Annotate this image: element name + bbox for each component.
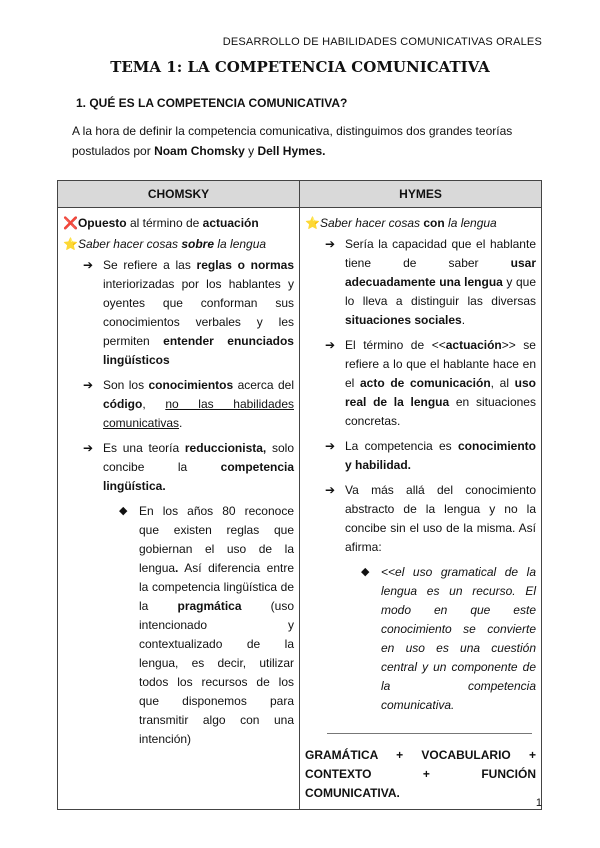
arrow-icon: ➔ — [325, 338, 336, 352]
text-run: sobre — [181, 237, 215, 251]
bullet-item — [63, 439, 294, 496]
text-run: código — [103, 397, 143, 411]
text-run: con — [423, 216, 445, 230]
text-run: Es una teoría — [103, 441, 185, 455]
text-run: actuación — [202, 216, 259, 230]
text-run: la lengua — [444, 216, 497, 230]
arrow-icon: ➔ — [83, 258, 94, 272]
text-run: En los años 80 reconoce que existen reglas que gobiernan el uso de la lengua — [139, 504, 294, 575]
text-run: La competencia es — [345, 439, 458, 453]
star-icon: ⭐ — [305, 216, 320, 230]
sub-bullet-item — [63, 502, 294, 749]
note-line — [63, 214, 294, 233]
arrow-icon: ➔ — [325, 483, 336, 497]
page-title: TEMA 1: LA COMPETENCIA COMUNICATIVA — [110, 58, 490, 76]
chomsky-cell — [58, 208, 300, 810]
text-run: pragmática — [177, 599, 242, 613]
text-run: entender enunciados lingüísticos — [103, 334, 294, 367]
text-run: Así diferencia entre la competencia lingüística de la — [139, 561, 294, 613]
star-icon: ⭐ — [63, 237, 78, 251]
arrow-icon: ➔ — [325, 439, 336, 453]
text-run: Noam Chomsky — [154, 144, 245, 158]
text-run: situaciones sociales — [345, 313, 462, 327]
text-run: no las habilidades comunicativas — [103, 397, 294, 430]
text-run: conocimiento y habilidad. — [345, 439, 536, 472]
text-run: Saber hacer cosas — [77, 237, 182, 251]
text-run: , — [142, 397, 166, 411]
sub-bullet-item — [305, 563, 536, 715]
text-run: Sería la capacidad que el hablante tiene de saber — [345, 237, 536, 270]
column-header-hymes: HYMES — [300, 181, 542, 208]
bullet-item — [305, 437, 536, 475]
text-run: Saber hacer cosas — [319, 216, 424, 230]
text-run: Son los — [103, 378, 149, 392]
cross-icon: ❌ — [63, 216, 78, 230]
text-run: <<el uso gramatical de la lengua es un recurso. El modo en que este conocimiento se convierte en uso es una cuestión central y un componente de la competencia comunicativa. — [381, 565, 536, 712]
arrow-icon: ➔ — [325, 237, 336, 251]
text-run: y — [244, 144, 258, 158]
text-run: usar adecuadamente una lengua — [345, 256, 536, 289]
text-run: >> se refiere a lo que el hablante hace en el — [345, 338, 536, 390]
text-run: Se refiere a las — [103, 258, 197, 272]
diamond-icon: ◆ — [361, 566, 370, 578]
text-run: conocimientos — [148, 378, 234, 392]
text-run: A la hora de definir la competencia comunicativa, distinguimos dos grandes teorías postulados por — [72, 124, 513, 158]
column-header-chomsky: CHOMSKY — [58, 181, 300, 208]
bullet-item — [305, 336, 536, 431]
text-run: acerca del — [233, 378, 294, 392]
divider — [327, 733, 532, 734]
text-run: reglas o normas — [196, 258, 294, 272]
page-number: 1 — [535, 797, 542, 809]
hymes-cell — [300, 208, 542, 810]
text-run: reduccionista, — [184, 441, 267, 455]
text-run: , al — [490, 376, 515, 390]
note-line — [305, 214, 536, 233]
arrow-icon: ➔ — [83, 378, 94, 392]
text-run: Opuesto — [77, 216, 127, 230]
running-header: DESARROLLO DE HABILIDADES COMUNICATIVAS ORALES — [222, 36, 542, 48]
bullet-item — [63, 376, 294, 433]
intro-paragraph — [72, 121, 542, 161]
text-run: El término de << — [345, 338, 446, 352]
text-run: en situaciones concretas. — [345, 395, 536, 428]
text-run: (uso intencionado y contextualizado de la lengua, es decir, utilizar todos los recursos de los que disponemos para transmitir algo con una intención) — [139, 599, 294, 746]
text-run: Va más allá del conocimiento abstracto de la lengua y no la concibe sin el uso de la misma. Así afirma: — [345, 483, 536, 554]
diamond-icon: ◆ — [119, 505, 128, 517]
text-run: la lengua — [214, 237, 267, 251]
bullet-item — [63, 256, 294, 370]
arrow-icon: ➔ — [83, 441, 94, 455]
text-run: . — [461, 313, 466, 327]
text-run: . — [179, 416, 183, 430]
note-line — [63, 235, 294, 254]
text-run: solo concibe la — [103, 441, 294, 474]
text-run: Dell Hymes. — [257, 144, 326, 158]
section-heading: 1. QUÉ ES LA COMPETENCIA COMUNICATIVA? — [76, 96, 348, 110]
text-run: . — [175, 561, 179, 575]
text-run: interiorizadas por los hablantes y oyentes que conforman sus conocimientos verbales y les permiten — [103, 277, 294, 348]
comparison-table — [57, 180, 542, 810]
text-run: y que lo lleva a distinguir las diversas — [345, 275, 536, 308]
text-run: al término de — [126, 216, 203, 230]
formula-text: GRAMÁTICA + VOCABULARIO + CONTEXTO + FUNCIÓN COMUNICATIVA. — [305, 748, 536, 800]
text-run: actuación — [445, 338, 502, 352]
text-run: acto de comunicación — [360, 376, 491, 390]
text-run: competencia lingüística. — [103, 460, 294, 493]
text-run: uso real de la lengua — [345, 376, 536, 409]
bullet-item — [305, 481, 536, 557]
bullet-item — [305, 235, 536, 330]
